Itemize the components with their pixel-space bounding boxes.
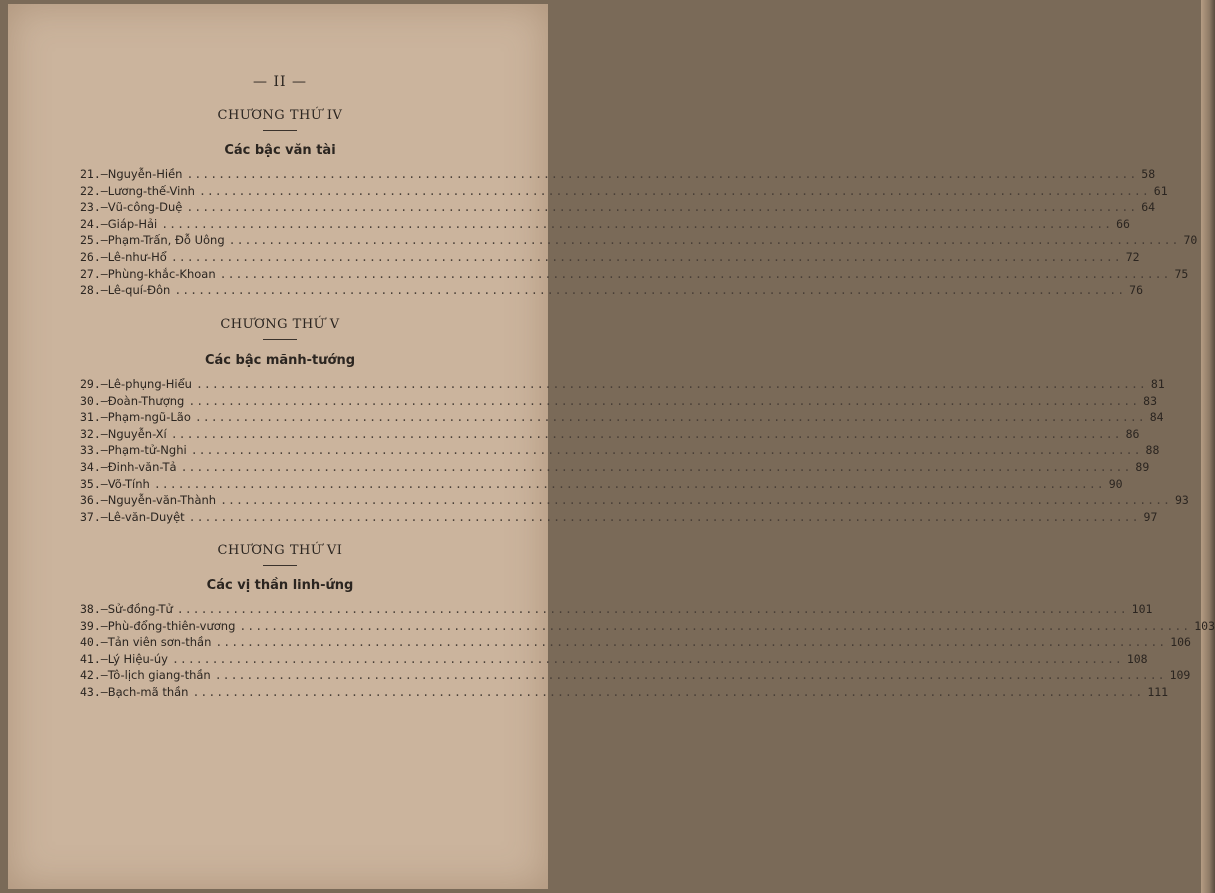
leader-dots: ........................................................................................................................: [188, 393, 1140, 408]
entry-dash: —: [100, 183, 108, 198]
entry-dash: —: [100, 393, 108, 408]
entry-dash: —: [100, 426, 108, 441]
entry-page-number: 93: [1174, 493, 1189, 508]
leader-dots: ........................................................................................................................: [228, 233, 1180, 248]
entry-page-number: 106: [1170, 635, 1191, 650]
entry-page-number: 75: [1174, 266, 1189, 281]
entry-title: Giáp-Hải: [107, 216, 158, 231]
toc-entry: [80, 183, 1168, 200]
entry-number: 26.: [80, 250, 101, 264]
entry-number: 41.: [80, 651, 101, 666]
entry-number: 29.: [80, 377, 101, 391]
entry-page-number: 61: [1153, 183, 1168, 198]
toc-entry: [80, 668, 1191, 684]
entry-dash: —: [100, 250, 108, 264]
entry-title: Nguyễn-văn-Thành: [107, 493, 217, 508]
leader-dots: ........................................................................................................................: [176, 602, 1128, 616]
toc-entry: [80, 393, 1158, 410]
toc-entry: [80, 618, 1215, 635]
entry-title: Lê-văn-Duyệt: [107, 509, 185, 524]
entry-number: 43.: [80, 685, 101, 699]
entry-dash: —: [100, 476, 108, 491]
toc-entry: [80, 233, 1198, 249]
entry-number: 35.: [80, 476, 101, 491]
entry-number: 25.: [80, 233, 101, 248]
entry-page-number: 66: [1116, 216, 1130, 231]
entry-number: 27.: [80, 266, 101, 281]
entry-dash: —: [100, 685, 108, 699]
entry-dash: —: [100, 493, 108, 508]
entry-number: 37.: [80, 509, 101, 524]
entry-dash: —: [100, 509, 108, 524]
toc-entry: [80, 509, 1158, 526]
leader-dots: ........................................................................................................................: [190, 443, 1142, 458]
leader-dots: ........................................................................................................................: [186, 200, 1138, 215]
leader-dots: ........................................................................................................................: [195, 377, 1147, 391]
entry-number: 30.: [80, 393, 101, 408]
entry-title: Đinh-văn-Tả: [107, 460, 177, 474]
chapter-divider: [263, 130, 297, 131]
toc-entry: [80, 250, 1140, 266]
book-binding-edge: [1201, 0, 1215, 893]
toc-entry: [80, 167, 1156, 183]
entry-number: 33.: [80, 443, 101, 458]
toc-entry: [80, 426, 1140, 443]
entry-dash: —: [100, 668, 108, 683]
entry-number: 31.: [80, 410, 101, 425]
entry-page-number: 108: [1126, 651, 1148, 666]
entry-number: 23.: [80, 200, 101, 215]
toc-entry: [80, 685, 1169, 701]
entry-page-number: 84: [1149, 410, 1164, 425]
entry-page-number: 97: [1143, 509, 1158, 524]
toc-entry: [80, 410, 1164, 426]
leader-dots: ........................................................................................................................: [170, 250, 1122, 264]
leader-dots: ........................................................................................................................: [214, 668, 1166, 683]
entry-title: Tô-lịch giang-thần: [107, 668, 211, 683]
entry-title: Phù-đổng-thiên-vương: [107, 618, 236, 633]
entry-dash: —: [100, 443, 108, 458]
chapter-heading: CHƯƠNG THỨ V: [220, 317, 340, 332]
entry-title: Phùng-khắc-Khoan: [107, 266, 216, 281]
toc-entry: [80, 635, 1191, 651]
toc-entry: [80, 216, 1130, 233]
entry-title: Phạm-Trấn, Đỗ Uông: [107, 233, 225, 248]
entry-number: 32.: [80, 426, 101, 441]
entry-page-number: 81: [1150, 377, 1165, 391]
entry-page-number: 101: [1131, 602, 1153, 616]
entry-dash: —: [100, 602, 108, 616]
entry-dash: —: [100, 200, 108, 215]
toc-entry: [80, 377, 1165, 393]
leader-dots: ........................................................................................................................: [194, 410, 1146, 425]
toc-entry: [80, 476, 1123, 493]
entry-title: Lý Hiệu-úy: [107, 651, 168, 666]
entry-page-number: 90: [1108, 476, 1123, 491]
section-subtitle: Các bậc mãnh-tướng: [204, 353, 356, 368]
entry-title: Sử-đồng-Tử: [107, 602, 173, 616]
entry-page-number: 72: [1125, 250, 1140, 264]
entry-dash: —: [100, 651, 108, 666]
entry-title: Phạm-tử-Nghi: [107, 443, 187, 458]
entry-page-number: 58: [1141, 167, 1156, 181]
entry-title: Đoàn-Thượng: [107, 393, 185, 408]
leader-dots: ........................................................................................................................: [174, 283, 1126, 298]
entry-dash: —: [100, 233, 108, 248]
toc-entry: [80, 266, 1189, 283]
chapter-divider: [263, 565, 297, 566]
entry-dash: —: [100, 283, 108, 298]
entry-number: 40.: [80, 635, 101, 650]
toc-entry: [80, 602, 1153, 618]
entry-title: Lê-quí-Đôn: [107, 283, 171, 298]
entry-title: Nguyễn-Hiền: [107, 167, 183, 181]
entry-title: Bạch-mã thần: [107, 685, 189, 699]
leader-dots: ........................................................................................................................: [219, 266, 1171, 281]
entry-title: Lê-phụng-Hiểu: [107, 377, 192, 391]
entry-dash: —: [100, 618, 108, 633]
entry-page-number: 109: [1169, 668, 1191, 683]
entry-dash: —: [100, 460, 108, 474]
leader-dots: ........................................................................................................................: [239, 618, 1191, 633]
leader-dots: ........................................................................................................................: [220, 493, 1171, 508]
entry-title: Lê-như-Hổ: [107, 250, 167, 264]
leader-dots: ........................................................................................................................: [161, 216, 1113, 231]
entry-page-number: 103: [1194, 618, 1215, 633]
chapter-heading: CHƯƠNG THỨ VI: [217, 543, 343, 558]
leader-dots: ........................................................................................................................: [188, 509, 1140, 524]
leader-dots: ........................................................................................................................: [180, 460, 1132, 474]
entry-dash: —: [100, 266, 108, 281]
leader-dots: ........................................................................................................................: [171, 651, 1123, 666]
leader-dots: ........................................................................................................................: [153, 476, 1105, 491]
entry-page-number: 86: [1125, 426, 1140, 441]
section-subtitle: Các bậc văn tài: [224, 143, 336, 158]
entry-title: Nguyễn-Xí: [107, 426, 167, 441]
entry-number: 34.: [80, 460, 101, 474]
entry-number: 24.: [80, 216, 101, 231]
entry-dash: —: [100, 167, 108, 181]
entry-page-number: 76: [1129, 283, 1144, 298]
entry-number: 21.: [80, 167, 101, 181]
entry-number: 42.: [80, 668, 101, 683]
entry-page-number: 89: [1135, 460, 1150, 474]
leader-dots: ........................................................................................................................: [215, 635, 1167, 650]
entry-page-number: 88: [1145, 443, 1160, 458]
entry-page-number: 64: [1141, 200, 1156, 215]
entry-title: Tản viên sơn-thần: [107, 635, 212, 650]
leader-dots: ........................................................................................................................: [170, 426, 1122, 441]
toc-entry: [80, 200, 1156, 216]
toc-entry: [80, 460, 1150, 476]
entry-number: 22.: [80, 183, 101, 198]
chapter-divider: [263, 339, 297, 340]
entry-number: 28.: [80, 283, 101, 298]
entry-title: Võ-Tính: [107, 476, 150, 491]
toc-entry: [80, 283, 1144, 299]
entry-dash: —: [100, 635, 108, 650]
entry-number: 39.: [80, 618, 101, 633]
toc-entry: [80, 651, 1148, 668]
entry-dash: —: [100, 410, 108, 425]
entry-dash: —: [100, 216, 108, 231]
entry-page-number: 83: [1143, 393, 1158, 408]
entry-page-number: 111: [1147, 685, 1169, 699]
leader-dots: ........................................................................................................................: [186, 167, 1138, 181]
leader-dots: ........................................................................................................................: [192, 685, 1144, 699]
toc-entry: [80, 493, 1189, 509]
chapter-heading: CHƯƠNG THỨ IV: [217, 108, 343, 123]
entry-number: 38.: [80, 602, 101, 616]
entry-title: Phạm-ngũ-Lão: [107, 410, 191, 425]
entry-title: Lương-thế-Vinh: [107, 183, 195, 198]
page-number: — II —: [253, 74, 307, 90]
leader-dots: ........................................................................................................................: [198, 183, 1150, 198]
entry-dash: —: [100, 377, 108, 391]
entry-title: Vũ-công-Duệ: [107, 200, 183, 215]
toc-entry: [80, 443, 1160, 459]
entry-number: 36.: [80, 493, 101, 508]
section-subtitle: Các vị thần linh-ứng: [206, 578, 354, 593]
entry-page-number: 70: [1183, 233, 1198, 248]
